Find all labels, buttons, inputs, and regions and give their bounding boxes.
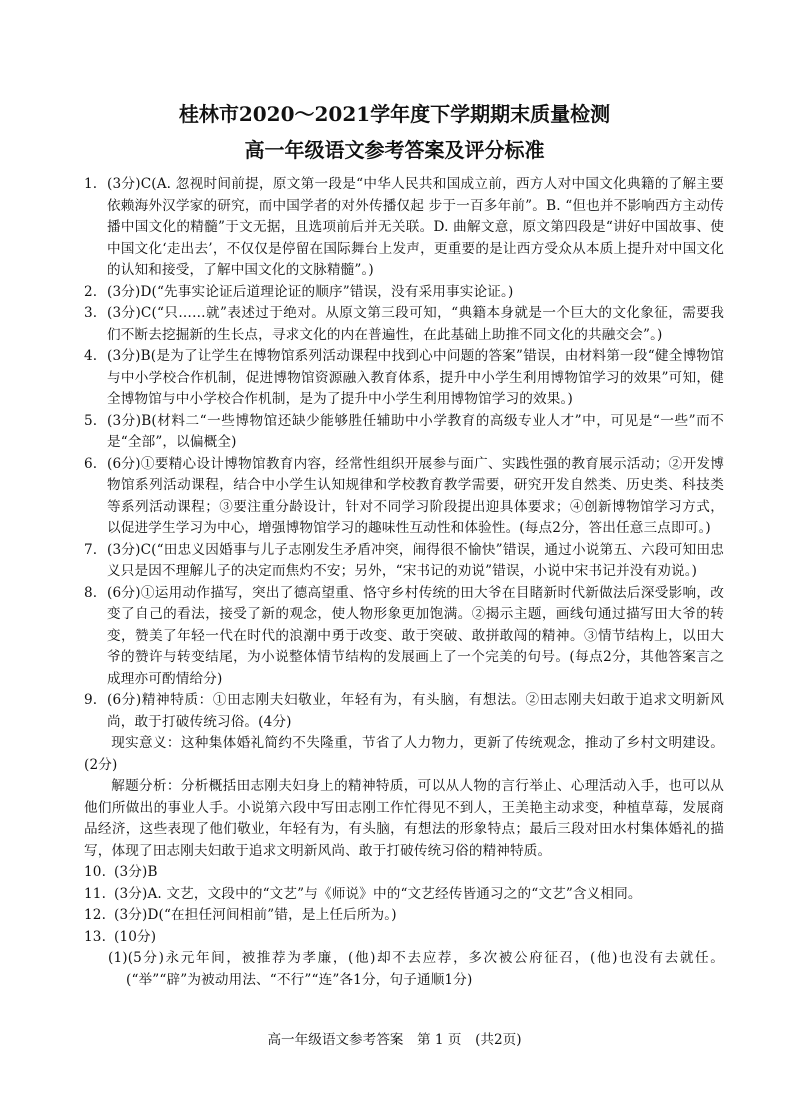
answer-item-6 xyxy=(84,454,724,540)
item-text: (3分)C(“田忠义因婚事与儿子志刚发生矛盾冲突，闹得很不愉快”错误，通过小说第五、六段可知田忠义只是因不理解儿子的决定而焦灼不安；另外，“宋书记的劝说”错误，小说中宋书记并没有劝说。) xyxy=(107,541,724,579)
answer-item-8 xyxy=(84,583,724,691)
item-text: (3分)D(“在担任河间相前”错，是上任后所为。) xyxy=(114,907,397,923)
item-text: (10分) xyxy=(114,928,157,945)
item-text: (3分)C(“只……就”表述过于绝对。从原文第三段可知，“典籍本身就是一个巨大的文化象征，需要我们不断去挖掘新的生长点，寻求文化的内在普遍性，在此基础上助推不同文化的共融交会”。) xyxy=(107,305,724,343)
answer-item-4 xyxy=(84,346,724,411)
item-number: 3. xyxy=(84,305,98,321)
page-footer: 高一年级语文参考答案 第 1 页 (共2页) xyxy=(267,1032,522,1048)
answer-item-1 xyxy=(84,174,724,282)
item-number: 12. xyxy=(84,907,107,923)
answer-item-7 xyxy=(84,540,724,583)
item-text: (3分)D(“先事实论证后道理论证的顺序”错误，没有采用事实论证。) xyxy=(107,283,514,300)
item-number: 10. xyxy=(84,864,107,880)
answer-item-13-part-1: (1)(5分)永元年间，被推荐为孝廉，(他)却不去应荐，多次被公府征召，(他)也没有去就任。(“举”“辟”为被动用法、“不行”“连”各1分，句子通顺1分) xyxy=(108,950,724,988)
item-text: (3分)B xyxy=(114,864,158,880)
answer-item-9-significance: 现实意义：这种集体婚礼简约不失隆重，节省了人力物力，更新了传统观念，推动了乡村文明建设。(2分) xyxy=(84,735,724,773)
item-number: 6. xyxy=(84,455,98,472)
answer-item-9 xyxy=(84,690,724,733)
answer-item-5 xyxy=(84,411,724,454)
answer-item-10 xyxy=(84,862,724,884)
answer-item-11 xyxy=(84,884,724,906)
item-text: (6分)①运用动作描写，突出了德高望重、恪守乡村传统的田大爷在目睹新时代新做法后深受影响，改变了自己的看法，接受了新的观念，使人物形象更加饱满。②揭示主题，画线句通过描写田大爷的转变，赞美了年轻一代在时代的浪潮中勇于改变、敢于突破、敢拼敢闯的精神。③情节结构上，以田大爷的赞许与转变结尾，为小说整体情节结构的发展画上了一个完美的句号。(每点2分，其他答案言之成理亦可酌情给分) xyxy=(107,584,724,687)
item-text: (3分)A. 文艺，文段中的“文艺”与《师说》中的“文艺经传皆通习之的“文艺”含义相同。 xyxy=(114,885,642,902)
item-number: 2. xyxy=(84,283,98,300)
item-text: (6分)①要精心设计博物馆教育内容，经常性组织开展参与面广、实践性强的教育展示活动；②开发博物馆系列活动课程，结合中小学生认知规律和学校教育教学需要，研究开发自然类、历史类、科技类等系列活动课程；③要注重分龄设计，针对不同学习阶段提出迎具体要求；④创新博物馆学习方式，以促进学生学习为中心，增强博物馆学习的趣味性互动性和体验性。(每点2分，答出任意三点即可。) xyxy=(107,455,724,536)
document-title: 桂林市2020～2021学年度下学期期末质量检测 xyxy=(178,102,611,126)
item-number: 1. xyxy=(84,176,98,192)
item-text: (3分)B(材料二“一些博物馆还缺少能够胜任辅助中小学教育的高级专业人才”中，可见是“一些”而不是“全部”，以偏概全) xyxy=(107,412,724,450)
item-number: 8. xyxy=(84,584,98,601)
answer-item-9-analysis: 解题分析：分析概括田志刚夫妇身上的精神特质，可以从人物的言行举止、心理活动入手，也可以从他们所做出的事业人手。小说第六段中写田志刚工作忙得见不到人，王美艳主动求变，种植草莓，发展商品经济，这些表现了他们敬业，年轻有为，有头脑，有想法的形象特点；最后三段对田水村集体婚礼的描写，体现了田志刚夫妇敢于追求文明新风尚、敢于打破传统习俗的精神特质。 xyxy=(84,778,724,859)
answer-item-12 xyxy=(84,905,724,927)
item-number: 7. xyxy=(84,541,98,558)
item-text: (6分)精神特质：①田志刚夫妇敬业，年轻有为，有头脑，有想法。②田志刚夫妇敢于追求文明新风尚，敢于打破传统习俗。(4分) xyxy=(107,692,724,730)
item-text: (3分)C(A. 忽视时间前提，原文第一段是“中华人民共和国成立前，西方人对中国文化典籍的了解主要依赖海外汉学家的研究，而中国学者的对外传播仅起 步于一百多年前”。B. “但也并不影响西方主动传播中国文化的精髓”于文无据，且选项前后并无关联。D. 曲解文意，原文第四段是“讲好中国故事、使中国文化‘走出去’，不仅仅是停留在国际舞台上发声，更重要的是让西方受众从本质上提升对中国文化的认知和接受，了解中国文化的文脉精髓”。) xyxy=(107,176,724,278)
item-number: 11. xyxy=(84,885,107,902)
item-number: 5. xyxy=(84,412,98,429)
item-number: 9. xyxy=(84,692,98,708)
answer-item-13 xyxy=(84,927,724,949)
document-subtitle: 高一年级语文参考答案及评分标准 xyxy=(244,138,545,162)
answer-item-3 xyxy=(84,303,724,346)
answer-item-2 xyxy=(84,282,724,304)
item-text: (3分)B(是为了让学生在博物馆系列活动课程中找到心中问题的答案”错误，由材料第一段“健全博物馆与中小学校合作机制，促进博物馆资源融入教育体系，提升中小学生利用博物馆学习的效果”可知，健全博物馆与中小学校合作机制，是为了提升中小学生利用博物馆学习的效果。) xyxy=(107,348,724,407)
item-number: 13. xyxy=(84,928,107,945)
answer-list xyxy=(84,174,724,991)
item-number: 4. xyxy=(84,348,98,364)
